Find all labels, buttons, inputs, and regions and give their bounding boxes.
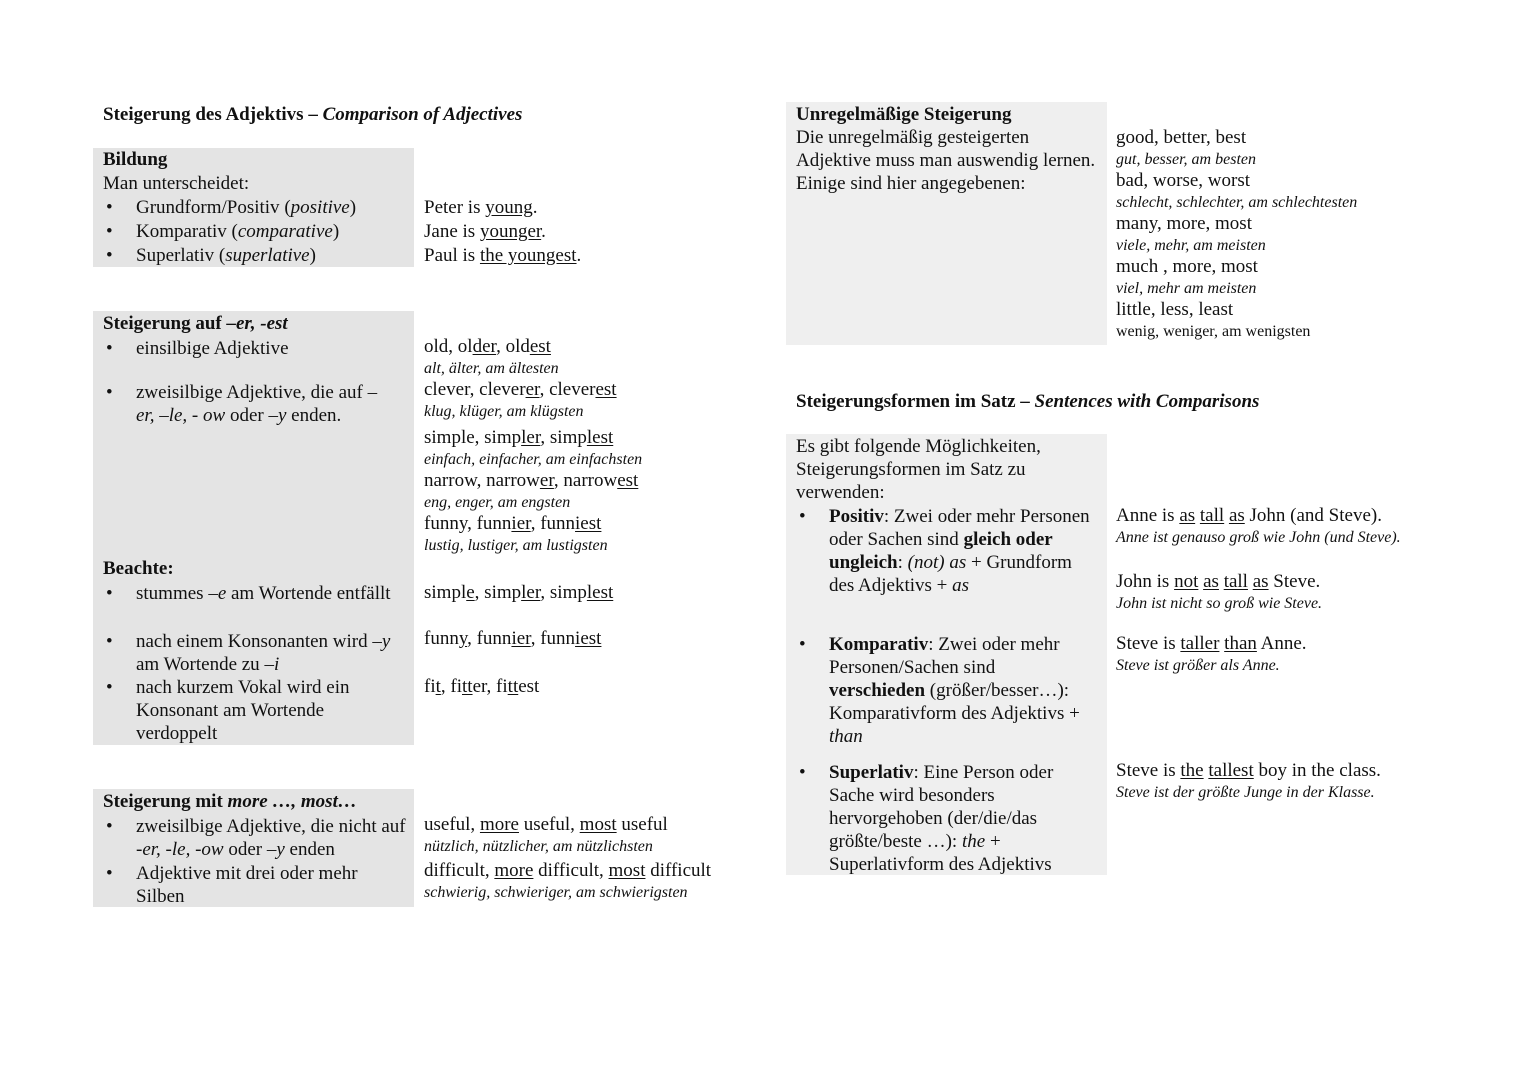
- rule-komparativ: [796, 633, 1096, 748]
- list-item: • stummes –e am Wortende entfällt: [103, 582, 408, 605]
- list-item: • einsilbige Adjektive: [103, 337, 403, 360]
- beachte-rule-3: [103, 676, 393, 745]
- irregular-forms: little, less, least: [1116, 299, 1234, 320]
- list-item: • Adjektive mit drei oder mehr Silben: [103, 862, 408, 908]
- sentence-example-superlativ: [1116, 760, 1381, 803]
- example-translation: Anne ist genauso groß wie John (und Steve).: [1116, 529, 1401, 546]
- list-item: • zweisilbige Adjektive, die nicht auf -er, -le, -ow oder –y enden: [103, 815, 408, 861]
- er-est-rule-1: [103, 337, 403, 360]
- list-item: • Positiv: Zwei oder mehr Personen oder Sachen sind gleich oder ungleich: (not) as + Grundform des Adjektivs + as: [796, 505, 1096, 597]
- example-translation: Steve ist größer als Anne.: [1116, 657, 1280, 674]
- example-forms: old, older, oldest: [424, 336, 551, 357]
- more-most-heading: Steigerung mit more …, most…: [103, 791, 357, 812]
- bildung-heading: Bildung: [103, 149, 168, 170]
- more-most-rules: [103, 815, 408, 908]
- example-translation: einfach, einfacher, am einfachsten: [424, 451, 643, 468]
- irregular-translation: schlecht, schlechter, am schlechtesten: [1116, 194, 1358, 211]
- irregular-forms: bad, worse, worst: [1116, 170, 1251, 191]
- example-translation: schwierig, schwieriger, am schwierigsten: [424, 884, 688, 901]
- rule-positiv: [796, 505, 1096, 597]
- page-title: Steigerung des Adjektivs – Comparison of Adjectives: [103, 104, 523, 125]
- irregular-translation: viel, mehr am meisten: [1116, 280, 1257, 297]
- er-est-rule-2: [103, 381, 403, 427]
- example-translation: lustig, lustiger, am lustigsten: [424, 537, 608, 554]
- bildung-intro: Man unterscheidet:: [103, 173, 250, 194]
- example-forms: funny, funnier, funniest: [424, 628, 602, 649]
- irregular-examples: [1116, 127, 1357, 342]
- sentence-example-positiv: [1116, 505, 1401, 548]
- list-item: • Superlativ: Eine Person oder Sache wird besonders hervorgehoben (der/die/das größte/beste …): the + Superlativform des Adjektivs: [796, 761, 1096, 876]
- example-translation: alt, älter, am ältesten: [424, 360, 559, 377]
- list-item: • Grundform/Positiv (positive): [103, 196, 408, 219]
- example-sentence: Steve is taller than Anne.: [1116, 633, 1307, 654]
- sentence-example-komparativ: [1116, 633, 1307, 676]
- example-sentence: Paul is the youngest.: [424, 245, 582, 266]
- example-forms: clever, cleverer, cleverest: [424, 379, 617, 400]
- irregular-translation: wenig, weniger, am wenigsten: [1116, 323, 1311, 340]
- example-translation: klug, klüger, am klügsten: [424, 403, 584, 420]
- irregular-translation: viele, mehr, am meisten: [1116, 237, 1266, 254]
- list-item: • Superlativ (superlative): [103, 244, 408, 267]
- er-est-heading: Steigerung auf –er, -est: [103, 313, 288, 334]
- more-most-examples: [424, 814, 711, 903]
- er-est-examples: [424, 336, 642, 556]
- list-item: • nach kurzem Vokal wird ein Konsonant am Wortende verdoppelt: [103, 676, 393, 745]
- example-forms: simple, simpler, simplest: [424, 582, 614, 603]
- example-forms: funny, funnier, funniest: [424, 513, 602, 534]
- example-translation: John ist nicht so groß wie Steve.: [1116, 595, 1323, 612]
- beachte-heading: Beachte:: [103, 558, 174, 579]
- list-item: • nach einem Konsonanten wird –y am Wortende zu –i: [103, 630, 408, 676]
- example-sentence: Peter is young.: [424, 197, 538, 218]
- list-item: • Komparativ (comparative): [103, 220, 408, 243]
- example-translation: nützlich, nützlicher, am nützlichsten: [424, 838, 653, 855]
- bildung-list: [103, 196, 408, 267]
- sentence-example-positiv-negated: [1116, 571, 1322, 614]
- example-forms: difficult, more difficult, most difficult: [424, 860, 712, 881]
- example-sentence: Anne is as tall as John (and Steve).: [1116, 505, 1382, 526]
- beachte-rule-2: [103, 630, 408, 676]
- irregular-forms: much , more, most: [1116, 256, 1258, 277]
- sentences-intro: Es gibt folgende Möglichkeiten, Steigerungsformen im Satz zu verwenden:: [796, 436, 1041, 503]
- example-sentence: Steve is the tallest boy in the class.: [1116, 760, 1381, 781]
- example-translation: eng, enger, am engsten: [424, 494, 571, 511]
- example-sentence: Jane is younger.: [424, 221, 546, 242]
- example-translation: Steve ist der größte Junge in der Klasse.: [1116, 784, 1375, 801]
- bildung-examples: [424, 196, 581, 268]
- example-forms: simple, simpler, simplest: [424, 427, 614, 448]
- example-sentence: John is not as tall as Steve.: [1116, 571, 1321, 592]
- sentences-heading: Steigerungsformen im Satz – Sentences with Comparisons: [796, 391, 1260, 412]
- irregular-translation: gut, besser, am besten: [1116, 151, 1256, 168]
- irregular-forms: many, more, most: [1116, 213, 1252, 234]
- list-item: • Komparativ: Zwei oder mehr Personen/Sachen sind verschieden (größer/besser…): Komparativform des Adjektivs + than: [796, 633, 1096, 748]
- irregular-text: Die unregelmäßig gesteigerten Adjektive muss man auswendig lernen. Einige sind hier angegebenen:: [796, 127, 1096, 194]
- beachte-rule-1: [103, 582, 408, 605]
- irregular-forms: good, better, best: [1116, 127, 1247, 148]
- irregular-heading: Unregelmäßige Steigerung: [796, 104, 1012, 125]
- rule-superlativ: [796, 761, 1096, 876]
- example-forms: fit, fitter, fittest: [424, 676, 540, 697]
- list-item: • zweisilbige Adjektive, die auf – er, –le, - ow oder –y enden.: [103, 381, 403, 427]
- example-forms: narrow, narrower, narrowest: [424, 470, 639, 491]
- example-forms: useful, more useful, most useful: [424, 814, 668, 835]
